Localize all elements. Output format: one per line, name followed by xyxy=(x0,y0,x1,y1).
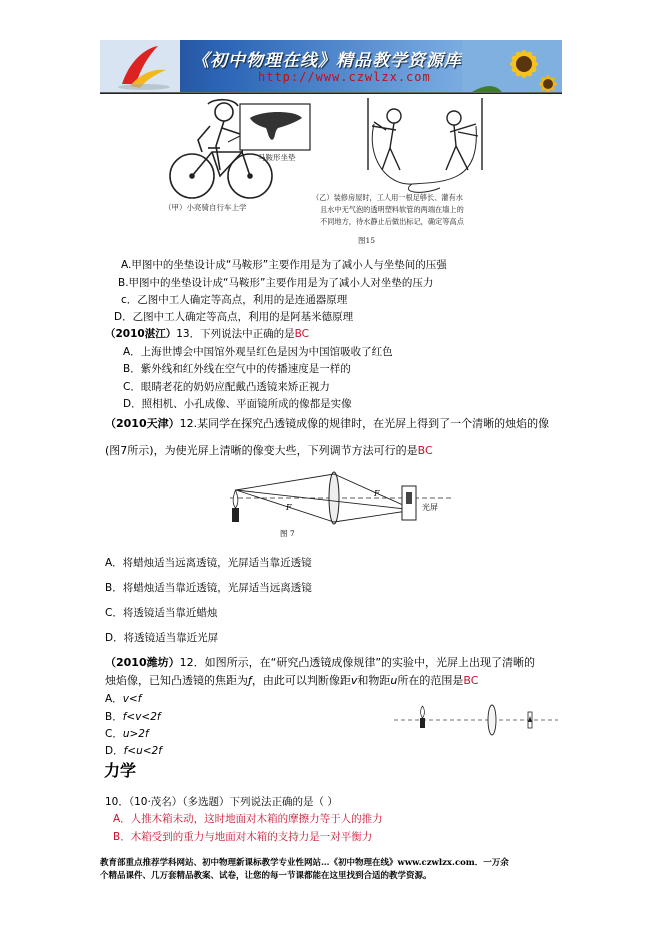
figure-7-lens-diagram xyxy=(224,470,468,540)
option-c xyxy=(105,727,149,741)
saddle-label: 马鞍形坐垫 xyxy=(258,153,296,162)
candle xyxy=(420,718,425,728)
option-d: D．照相机、小孔成像、平面镜所成的像都是实像 xyxy=(123,398,352,410)
section-heading: 力学 xyxy=(104,761,137,780)
optical-bench-diagram xyxy=(392,700,562,740)
option-d: D．乙图中工人确定等高点，利用的是阿基米德原理 xyxy=(114,311,354,323)
banner-url[interactable]: http://www.czwlzx.com xyxy=(258,70,431,84)
workers-illustration xyxy=(368,98,482,192)
option-text: f<u<2f xyxy=(123,745,162,757)
option-a: A．将蜡烛适当远离透镜，光屏适当靠近透镜 xyxy=(105,557,312,569)
option-c: C．将透镜适当靠近蜡烛 xyxy=(105,607,218,619)
focal-label: F xyxy=(286,503,292,512)
question-weifang xyxy=(105,656,535,670)
header-banner xyxy=(100,40,562,93)
option-c: c．乙图中工人确定等高点，利用的是连通器原理 xyxy=(121,294,348,306)
option-d xyxy=(105,744,162,758)
option-letter: B． xyxy=(105,711,123,723)
option-letter: C． xyxy=(105,728,123,740)
convex-lens xyxy=(488,705,496,735)
question-source: （2010湛江） xyxy=(105,328,177,340)
candle xyxy=(232,508,239,522)
header-rule xyxy=(100,93,562,94)
option-b: B．紫外线和红外线在空气中的传播速度是一样的 xyxy=(123,363,351,375)
question-source: （2010天津） xyxy=(105,417,180,430)
option-a: A.甲图中的坐垫设计成“马鞍形”主要作用是为了减小人与坐垫间的压强 xyxy=(121,259,447,271)
option-b: B．木箱受到的重力与地面对木箱的支持力是一对平衡力 xyxy=(113,831,373,843)
option-letter: D． xyxy=(105,745,124,757)
right-caption-line: 不同地方，待水静止后做出标记，确定等高点 xyxy=(320,217,464,226)
question-stem: (图7所示)，为使光屏上清晰的像变大些，下列调节方法可行的是 xyxy=(105,444,418,457)
option-b: B．将蜡烛适当靠近透镜，光屏适当远离透镜 xyxy=(105,582,312,594)
flame-icon xyxy=(233,490,238,508)
flame-icon xyxy=(421,706,425,718)
answer-mark: BC xyxy=(463,674,479,687)
sunflower-icon xyxy=(462,40,562,92)
right-caption-line: （乙）装修房屋时，工人用一根足够长、灌有水 xyxy=(312,193,463,202)
object-distance-symbol: u xyxy=(390,674,398,687)
logo xyxy=(100,40,180,92)
answer-mark: BC xyxy=(294,328,309,340)
focal-label: F xyxy=(374,489,380,498)
banner-title: 《初中物理在线》精品教学资源库 xyxy=(192,51,462,71)
answer-mark: BC xyxy=(417,444,433,457)
question-tianjin-line2 xyxy=(105,444,433,458)
option-b: B.甲图中的坐垫设计成“马鞍形”主要作用是为了减小人对坐垫的压力 xyxy=(118,277,434,289)
option-letter: A． xyxy=(105,693,123,705)
option-text: u>2f xyxy=(122,728,149,740)
option-a: A．上海世博会中国馆外观呈红色是因为中国馆吸收了红色 xyxy=(123,346,393,358)
footer-line: 个精品课件、几万套精品教案、试卷，让您的每一节课都能在这里找到合适的教学资源。 xyxy=(100,871,432,881)
option-c: C．眼睛老花的奶奶应配戴凸透镜来矫正视力 xyxy=(123,381,330,393)
question-tianjin xyxy=(105,417,549,431)
screen-label: 光屏 xyxy=(422,503,438,512)
question-stem: 13．下列说法中正确的是 xyxy=(176,328,295,340)
question-zhanjiang xyxy=(105,327,309,341)
figure-label: 图15 xyxy=(358,236,376,245)
focal-length-symbol: ƒ xyxy=(248,674,252,687)
option-b xyxy=(105,710,161,724)
question-stem: ，由此可以判断像距 xyxy=(251,674,351,687)
option-d: D．将透镜适当靠近光屏 xyxy=(105,632,219,644)
figure-label: 图 7 xyxy=(280,529,295,538)
saddle-callout xyxy=(228,104,310,150)
logo-icon xyxy=(100,40,180,92)
option-text: f<v<2f xyxy=(122,711,161,723)
question-stem: 所在的范围是 xyxy=(397,674,464,687)
figure-15 xyxy=(150,96,550,256)
option-a: A．人推木箱未动，这时地面对木箱的摩擦力等于人的推力 xyxy=(113,813,383,825)
convex-lens xyxy=(329,472,339,524)
footer-line: 教育部重点推荐学科网站、初中物理新课标教学专业性网站…《初中物理在线》www.czwlzx.com．一万余 xyxy=(100,858,509,868)
option-text: v<f xyxy=(122,693,142,705)
question-weifang-line2 xyxy=(105,674,478,688)
right-caption xyxy=(312,193,465,227)
option-a xyxy=(105,692,141,706)
question-stem: 12．如图所示，在“研究凸透镜成像规律”的实验中，光屏上出现了清晰的 xyxy=(179,656,536,669)
question-stem: 12.某同学在探究凸透镜成像的规律时，在光屏上得到了一个清晰的烛焰的像 xyxy=(179,417,550,430)
question-stem: 和物距 xyxy=(357,674,391,687)
right-caption-line: 且水中无气泡的透明塑料软管的两端在墙上的 xyxy=(320,205,464,214)
question-source: （2010潍坊） xyxy=(105,656,180,669)
left-caption: （甲）小亮骑自行车上学 xyxy=(164,203,247,212)
image-distance-symbol: v xyxy=(350,674,358,687)
question-maoming-stem: 10．（10·茂名）（多选题）下列说法正确的是（ ） xyxy=(105,796,338,808)
question-stem: 烛焰像，已知凸透镜的焦距为 xyxy=(105,674,248,687)
